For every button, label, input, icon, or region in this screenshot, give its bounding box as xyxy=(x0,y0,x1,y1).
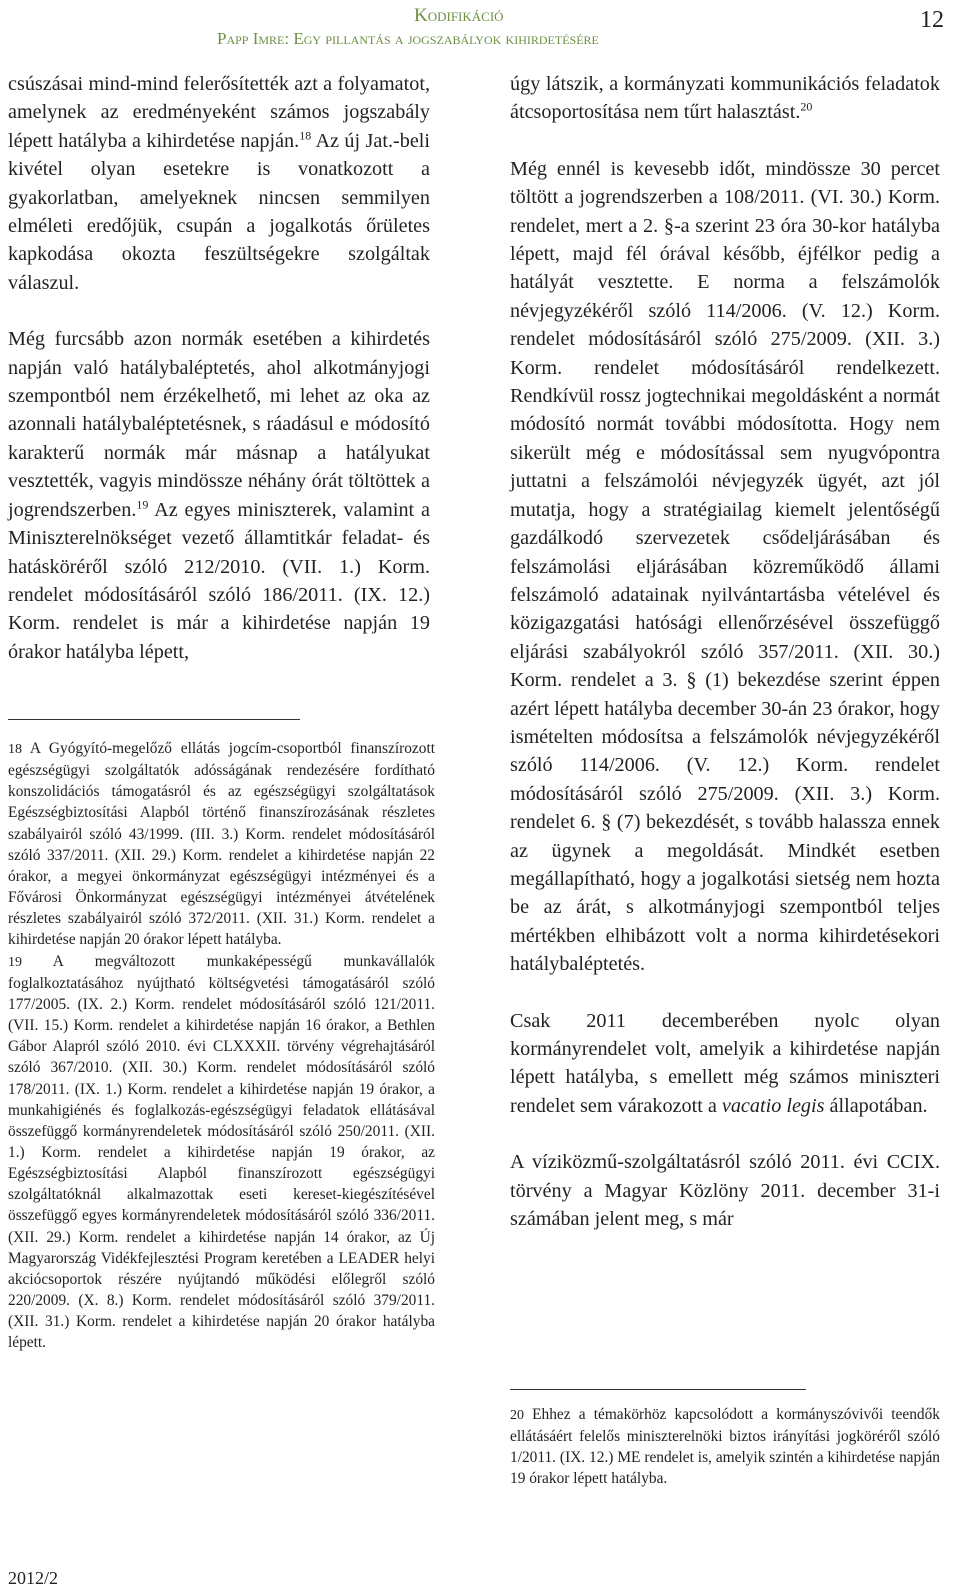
footnote-ref-20[interactable]: 20 xyxy=(800,99,813,114)
paragraph-text: állapotában. xyxy=(824,1094,928,1117)
footnote-19 xyxy=(8,951,435,1354)
latin-term: vacatio legis xyxy=(721,1094,825,1117)
right-column xyxy=(510,70,940,1233)
footnote-18 xyxy=(8,738,435,951)
footnote-text: Ehhez a témakörhöz kapcsolódott a kormányszóvivői teendők ellátásáért felelős miniszterelnöki biztos irányítási jogköréről szóló 1/2011. (IX. 12.) ME rendelet is, amelyik szintén a kihirdetése napján 19 órakor lépett hatályba. xyxy=(510,1406,940,1488)
paragraph-text: csúszásai mind-mind felerősítették azt a folyamatot, amelynek az eredményeként számos jogszabály lépett hatályba a kihirdetése napján. xyxy=(8,73,430,152)
footnote-ref-19[interactable]: 19 xyxy=(136,496,149,511)
footnote-number: 18 xyxy=(8,742,22,757)
footnotes-left xyxy=(8,738,435,1354)
footnote-divider xyxy=(510,1389,806,1390)
paragraph-text: Csak 2011 decemberében nyolc olyan kormányrendelet volt, amelyik a kihirdetése napján lépett hatályba, s emellett még számos miniszteri rendelet sem várakozott a xyxy=(510,1009,940,1117)
footnotes-right xyxy=(510,1404,940,1490)
journal-name: Kodifikáció xyxy=(414,5,504,26)
footnote-number: 19 xyxy=(8,954,22,970)
footnote-20 xyxy=(510,1404,940,1490)
paragraph xyxy=(510,1007,940,1121)
footnote-text: A Gyógyító-megelőző ellátás jogcím-csoportból finanszírozott egészségügyi szolgáltatók adósságának rendezésére fordítható konszolidációs támogatásról és az egészségügyi szolgáltatások Egészségbiztosítási Alapból történő finanszírozásának részletes szabályairól szóló 43/1999. (III. 3.) Korm. rendelet módosításáról szóló 337/2011. (XII. 29.) Korm. rendelet a kihirdetése napján 22 órakor, a megyei önkormányzat egészségügyi intézményei és a Fővárosi Önkormányzat egészségügyi intézményei átvételének részletes szabályairól szóló 372/2011. (XII. 31.) Korm. rendelet a kihirdetése napján 20 órakor lépett hatályba. xyxy=(8,740,435,949)
paragraph-text: A víziközmű-szolgáltatásról szóló 2011. évi CCIX. törvény a Magyar Közlöny 2011. december 31-i számában jelent meg, s már xyxy=(510,1151,940,1231)
paragraph-text: Még furcsább azon normák esetében a kihirdetés napján való hatálybaléptetés, ahol alkotmányjogi szempontból nem érzékelhető, mi lehet az oka az azonnali hatálybaléptetésnek, s ráadásul e módosító karakterű normák már másnap a hatályukat vesztették, vagyis mindössze néhány órát töltöttek a jogrendszerben. xyxy=(8,328,430,521)
paragraph-text: úgy látszik, a kormányzati kommunikációs feladatok átcsoportosítása nem tűrt halasztást. xyxy=(510,73,940,124)
article-running-title: Papp Imre: Egy pillantás a jogszabályok kihirdetésére xyxy=(217,29,599,48)
footnote-text: A megváltozott munkaképességű munkavállalók foglalkoztatásához nyújtható költségvetési támogatásáról szóló 177/2005. (IX. 2.) Korm. rendelet módosításáról szóló 121/2011. (VII. 15.) Korm. rendelet a kihirdetése napján 16 órakor, a Bethlen Gábor Alapról szóló 2010. évi CLXXXII. törvény végrehajtásáról szóló 367/2010. (XII. 30.) Korm. rendelet módosításáról szóló 178/2011. (IX. 1.) Korm. rendelet a kihirdetése napján 19 órakor, a munkahigiénés és foglalkozás-egészségügyi feladatok ellátásával összefüggő kormányrendeletek módosításáról szóló 250/2011. (XII. 1.) Korm. rendelet a kihirdetése napján 19 órakor, az Egészségbiztosítási Alapból finanszírozott egészségügyi szolgáltatóknál alkalmazottak eseti kereset-kiegészítésével összefüggő egyes kormányrendeletek módosításáról szóló 336/2011. (XII. 29.) Korm. rendelet a kihirdetése napján 14 órakor, az Új Magyarország Vidékfejlesztési Program keretében a LEADER helyi akciócsoportok részére nyújtandó működési előlegről szóló 220/2009. (X. 8.) Korm. rendelet módosításáról szóló 379/2011. (XII. 31.) Korm. rendelet a kihirdetése napján 20 órakor hatályba lépett. xyxy=(8,952,435,1352)
footnote-ref-18[interactable]: 18 xyxy=(299,128,312,143)
paragraph xyxy=(510,155,940,979)
paragraph xyxy=(510,70,940,127)
footnote-divider xyxy=(8,719,300,720)
paragraph-text: Az új Jat.-beli kivétel olyan esetekre is vonatkozott a gyakorlatban, amelyeknek nincsen semmilyen elméleti eredőjük, csupán a jogalkotás őrületes kapkodása okozta feszültségekre szolgáltak válaszul. xyxy=(8,129,430,294)
paragraph xyxy=(8,70,430,297)
page-number: 12 xyxy=(920,7,944,33)
footnote-number: 20 xyxy=(510,1408,524,1423)
paragraph-text: Az egyes miniszterek, valamint a Miniszterelnökséget vezető államtitkár feladat- és hatásköréről szóló 212/2010. (VII. 1.) Korm. rendelet módosításáról szóló 186/2011. (IX. 12.) Korm. rendelet is már a kihirdetése napján 19 órakor hatályba lépett, xyxy=(8,498,430,663)
paragraph-text: Még ennél is kevesebb időt, mindössze 30 percet töltött a jogrendszerben a 108/2011. (VI. 30.) Korm. rendelet, mert a 2. §-a szerint 23 óra 30-kor hatályba lépett, majd fél órával később, éjfélkor pedig a hatályát vesztette. E norma a felszámolók névjegyzékéről szóló 114/2006. (V. 12.) Korm. rendelet módosításáról szóló 275/2009. (XII. 3.) Korm. rendelet módosításáról rendelkezett. Rendkívül rossz jogtechnikai megoldásként a normát módosító normát további módosította. Hogy nem sikerült még e módosítással sem nyugvópontra juttatni a felszámolói névjegyzék ügyét, azt jól mutatja, hogy a stratégiailag kiemelt jelentőségű gazdálkodó szervezetek csődeljárásában és felszámolási eljárásában közreműködő állami felszámoló adatainak nyilvántartásba vételével és közigazgatási hatósági ellenőrzésével összefüggő eljárási szabályokról szóló 357/2011. (XII. 30.) Korm. rendelet a 3. § (1) bekezdése szerint éppen azért lépett hatályba december 30-án 23 órakor, hogy ismételten módosítsa a felszámolók névjegyzékéről szóló 114/2006. (V. 12.) Korm. rendelet módosításáról szóló 275/2009. (XII. 3.) Korm. rendelet 6. § (7) bekezdését, s tovább halassza ennek az ügynek a megoldását. Mindkét esetben megállapítható, hogy a jogalkotási sietség nem hozta be az árát, s alkotmányjogi szempontból teljes mértékben elhibázott volt a norma kihirdetésekori hatálybaléptetés. xyxy=(510,157,940,976)
left-column xyxy=(8,70,430,666)
paragraph xyxy=(510,1148,940,1233)
paragraph xyxy=(8,325,430,666)
issue-number: 2012/2 xyxy=(8,1568,59,1588)
